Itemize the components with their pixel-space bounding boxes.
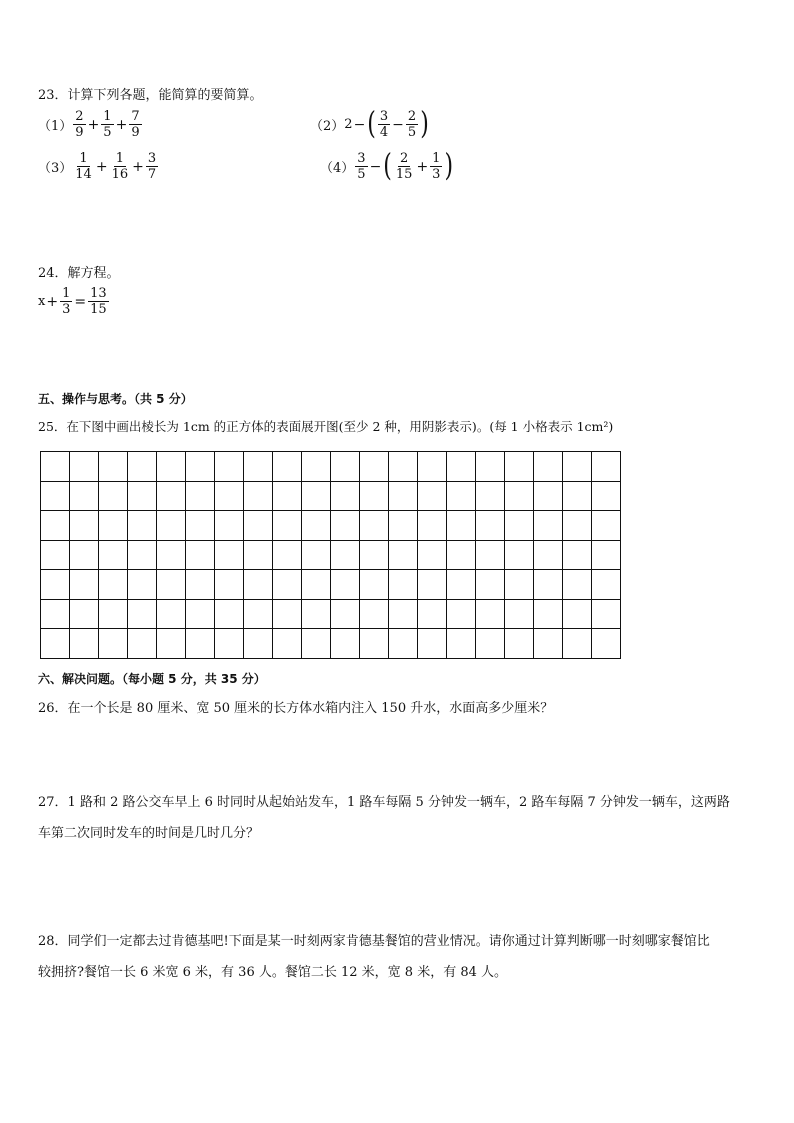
operator: − [353, 116, 366, 133]
grid-cell[interactable] [244, 511, 273, 541]
left-paren: ( [367, 106, 376, 142]
grid-cell[interactable] [563, 570, 592, 600]
grid-cell[interactable] [273, 452, 302, 482]
grid-cell[interactable] [331, 540, 360, 570]
grid-cell[interactable] [476, 481, 505, 511]
grid-cell[interactable] [186, 629, 215, 659]
grid-cell[interactable] [273, 511, 302, 541]
grid-cell[interactable] [447, 570, 476, 600]
grid-cell[interactable] [418, 540, 447, 570]
grid-cell[interactable] [534, 570, 563, 600]
part-label: （2） [310, 119, 345, 134]
grid-cell[interactable] [99, 481, 128, 511]
grid-cell[interactable] [302, 599, 331, 629]
operator: − [392, 116, 404, 133]
grid-cell[interactable] [128, 540, 157, 570]
grid-cell[interactable] [476, 511, 505, 541]
grid-cell[interactable] [186, 452, 215, 482]
grid-cell[interactable] [418, 511, 447, 541]
grid-cell[interactable] [215, 481, 244, 511]
grid-cell[interactable] [41, 511, 70, 541]
grid-row [41, 540, 621, 570]
grid-cell[interactable] [99, 629, 128, 659]
q28-line1: 28．同学们一定都去过肯德基吧!下面是某一时刻两家肯德基餐馆的营业情况。请你通过计算判断哪一时刻哪家餐馆比 [38, 934, 710, 949]
number: 2 [344, 117, 353, 132]
grid-cell[interactable] [389, 452, 418, 482]
fraction: $\frac{2}{9}$ [75, 109, 84, 140]
grid-cell[interactable] [505, 540, 534, 570]
grid-cell[interactable] [70, 481, 99, 511]
grid-cell[interactable] [70, 599, 99, 629]
fraction: $\frac{3}{5}$ [357, 151, 366, 182]
grid-cell[interactable] [534, 452, 563, 482]
fraction: $\frac{1}{3}$ [62, 286, 71, 317]
q27-line2: 车第二次同时发车的时间是几时几分？ [38, 826, 260, 841]
grid-cell[interactable] [447, 481, 476, 511]
part-label: （3） [38, 161, 73, 176]
grid-cell[interactable] [563, 629, 592, 659]
grid-cell[interactable] [360, 629, 389, 659]
grid-cell[interactable] [360, 481, 389, 511]
grid-cell[interactable] [186, 540, 215, 570]
grid-cell[interactable] [476, 540, 505, 570]
drawing-grid[interactable] [40, 451, 621, 659]
grid-cell[interactable] [41, 540, 70, 570]
grid-cell[interactable] [418, 570, 447, 600]
grid-cell[interactable] [244, 570, 273, 600]
grid-cell[interactable] [563, 511, 592, 541]
grid-cell[interactable] [157, 481, 186, 511]
grid-row [41, 511, 621, 541]
grid-cell[interactable] [360, 452, 389, 482]
grid-cell[interactable] [389, 599, 418, 629]
grid-cell[interactable] [302, 629, 331, 659]
grid-cell[interactable] [418, 629, 447, 659]
grid-cell[interactable] [244, 452, 273, 482]
grid-cell[interactable] [99, 511, 128, 541]
grid-cell[interactable] [534, 629, 563, 659]
grid-cell[interactable] [534, 511, 563, 541]
fraction: $\frac{3}{4}$ [379, 109, 389, 140]
grid-cell[interactable] [128, 599, 157, 629]
grid-cell[interactable] [389, 629, 418, 659]
grid-cell[interactable] [215, 599, 244, 629]
grid-cell[interactable] [592, 540, 621, 570]
grid-cell[interactable] [418, 481, 447, 511]
q24-equation [38, 286, 110, 317]
grid-cell[interactable] [360, 540, 389, 570]
grid-cell[interactable] [418, 452, 447, 482]
operator: + [416, 158, 429, 175]
grid-cell[interactable] [157, 599, 186, 629]
grid-cell[interactable] [157, 452, 186, 482]
grid-cell[interactable] [244, 540, 273, 570]
grid-cell[interactable] [563, 452, 592, 482]
grid-cell[interactable] [476, 570, 505, 600]
grid-cell[interactable] [41, 629, 70, 659]
grid-cell[interactable] [41, 481, 70, 511]
grid-cell[interactable] [273, 570, 302, 600]
right-paren: ) [420, 106, 429, 142]
grid-cell[interactable] [273, 481, 302, 511]
grid-cell[interactable] [215, 511, 244, 541]
fraction: $\frac{1}{14}$ [75, 151, 92, 182]
grid-cell[interactable] [476, 599, 505, 629]
grid-cell[interactable] [128, 481, 157, 511]
grid-cell[interactable] [186, 511, 215, 541]
grid-cell[interactable] [157, 570, 186, 600]
grid-row [41, 452, 621, 482]
grid-cell[interactable] [505, 452, 534, 482]
section-6-heading: 六、解决问题。（每小题 5 分，共 35 分） [38, 672, 266, 686]
grid-cell[interactable] [70, 570, 99, 600]
fraction: $\frac{1}{3}$ [432, 151, 441, 182]
grid-cell[interactable] [302, 452, 331, 482]
grid-cell[interactable] [476, 629, 505, 659]
grid-cell[interactable] [331, 629, 360, 659]
q28-line2: 较拥挤?餐馆一长 6 米宽 6 米，有 36 人。餐馆二长 12 米，宽 8 米，有 84 人。 [38, 965, 507, 980]
grid-cell[interactable] [186, 481, 215, 511]
grid-cell[interactable] [447, 452, 476, 482]
grid-cell[interactable] [215, 540, 244, 570]
grid-cell[interactable] [302, 540, 331, 570]
q25-text: 25．在下图中画出棱长为 1cm 的正方体的表面展开图(至少 2 种，用阴影表示)。(每 1 小格表示 1cm²) [38, 419, 614, 434]
grid-cell[interactable] [244, 481, 273, 511]
grid-cell[interactable] [157, 511, 186, 541]
grid-cell[interactable] [99, 599, 128, 629]
grid-cell[interactable] [186, 570, 215, 600]
q23-part2 [310, 106, 430, 142]
section-5-heading: 五、操作与思考。（共 5 分） [38, 392, 193, 406]
grid-cell[interactable] [215, 570, 244, 600]
grid-cell[interactable] [592, 629, 621, 659]
q26-text: 26．在一个长是 80 厘米、宽 50 厘米的长方体水箱内注入 150 升水，水面高多少厘米？ [38, 701, 554, 716]
fraction: $\frac{1}{16}$ [111, 151, 129, 182]
grid-cell[interactable] [505, 511, 534, 541]
grid-cell[interactable] [41, 452, 70, 482]
grid-cell[interactable] [70, 540, 99, 570]
grid-cell[interactable] [186, 599, 215, 629]
grid-cell[interactable] [447, 511, 476, 541]
left-paren: ( [383, 148, 392, 184]
grid-cell[interactable] [331, 452, 360, 482]
q23-title: 23．计算下列各题，能简算的要简算。 [38, 88, 263, 103]
q23-part3 [38, 151, 159, 182]
grid-cell[interactable] [128, 570, 157, 600]
grid-cell[interactable] [534, 481, 563, 511]
grid-row [41, 481, 621, 511]
grid-cell[interactable] [447, 540, 476, 570]
fraction: $\frac{3}{7}$ [147, 151, 157, 182]
grid-cell[interactable] [99, 452, 128, 482]
grid-cell[interactable] [302, 511, 331, 541]
grid-cell[interactable] [41, 599, 70, 629]
part-label: （1） [38, 119, 73, 134]
grid-cell[interactable] [505, 629, 534, 659]
grid-cell[interactable] [215, 629, 244, 659]
variable: x [38, 294, 46, 309]
grid-cell[interactable] [360, 570, 389, 600]
grid-row [41, 629, 621, 659]
grid-cell[interactable] [592, 570, 621, 600]
grid-cell[interactable] [70, 511, 99, 541]
grid-cell[interactable] [273, 629, 302, 659]
part-label: （4） [320, 161, 355, 176]
grid-row [41, 570, 621, 600]
grid-cell[interactable] [563, 599, 592, 629]
q23-part1 [38, 109, 143, 140]
grid-cell[interactable] [41, 570, 70, 600]
operator: + [115, 116, 128, 133]
operator: + [95, 158, 108, 175]
grid-cell[interactable] [389, 481, 418, 511]
grid-cell[interactable] [331, 599, 360, 629]
grid-cell[interactable] [128, 629, 157, 659]
grid-cell[interactable] [331, 511, 360, 541]
grid-cell[interactable] [302, 481, 331, 511]
operator: + [132, 158, 144, 175]
grid-cell[interactable] [389, 511, 418, 541]
grid-cell[interactable] [592, 452, 621, 482]
q24-title: 24．解方程。 [38, 266, 120, 281]
fraction: $\frac{7}{9}$ [131, 109, 140, 140]
grid-cell[interactable] [331, 570, 360, 600]
grid-cell[interactable] [273, 540, 302, 570]
fraction: $\frac{13}{15}$ [90, 286, 107, 317]
grid-cell[interactable] [157, 540, 186, 570]
grid-cell[interactable] [128, 452, 157, 482]
grid-cell[interactable] [447, 629, 476, 659]
grid-cell[interactable] [360, 511, 389, 541]
grid-cell[interactable] [389, 570, 418, 600]
grid-cell[interactable] [534, 599, 563, 629]
q23-part4 [320, 148, 454, 184]
grid-cell[interactable] [157, 629, 186, 659]
grid-cell[interactable] [447, 599, 476, 629]
grid-cell[interactable] [244, 599, 273, 629]
grid-cell[interactable] [505, 481, 534, 511]
grid-cell[interactable] [389, 540, 418, 570]
q27-line1: 27．1 路和 2 路公交车早上 6 时同时从起始站发车，1 路车每隔 5 分钟发一辆车，2 路车每隔 7 分钟发一辆车，这两路 [38, 795, 730, 810]
grid-cell[interactable] [592, 481, 621, 511]
grid-cell[interactable] [418, 599, 447, 629]
grid-cell[interactable] [215, 452, 244, 482]
equals-sign: = [74, 293, 87, 310]
grid-cell[interactable] [505, 599, 534, 629]
grid-row [41, 599, 621, 629]
grid-cell[interactable] [331, 481, 360, 511]
grid-cell[interactable] [70, 629, 99, 659]
grid-cell[interactable] [476, 452, 505, 482]
grid-cell[interactable] [360, 599, 389, 629]
fraction: $\frac{2}{15}$ [395, 151, 413, 182]
grid-cell[interactable] [592, 511, 621, 541]
grid-cell[interactable] [99, 570, 128, 600]
grid-cell[interactable] [563, 540, 592, 570]
grid-cell[interactable] [244, 629, 273, 659]
operator: − [369, 158, 382, 175]
grid-cell[interactable] [273, 599, 302, 629]
operator: + [46, 293, 59, 310]
grid-cell[interactable] [302, 570, 331, 600]
grid-cell[interactable] [70, 452, 99, 482]
right-paren: ) [444, 148, 454, 184]
fraction: $\frac{1}{5}$ [103, 109, 112, 140]
grid-cell[interactable] [505, 570, 534, 600]
fraction: $\frac{2}{5}$ [407, 109, 417, 140]
grid-cell[interactable] [99, 540, 128, 570]
operator: + [87, 116, 100, 133]
grid-cell[interactable] [534, 540, 563, 570]
grid-cell[interactable] [563, 481, 592, 511]
grid-cell[interactable] [592, 599, 621, 629]
grid-cell[interactable] [128, 511, 157, 541]
